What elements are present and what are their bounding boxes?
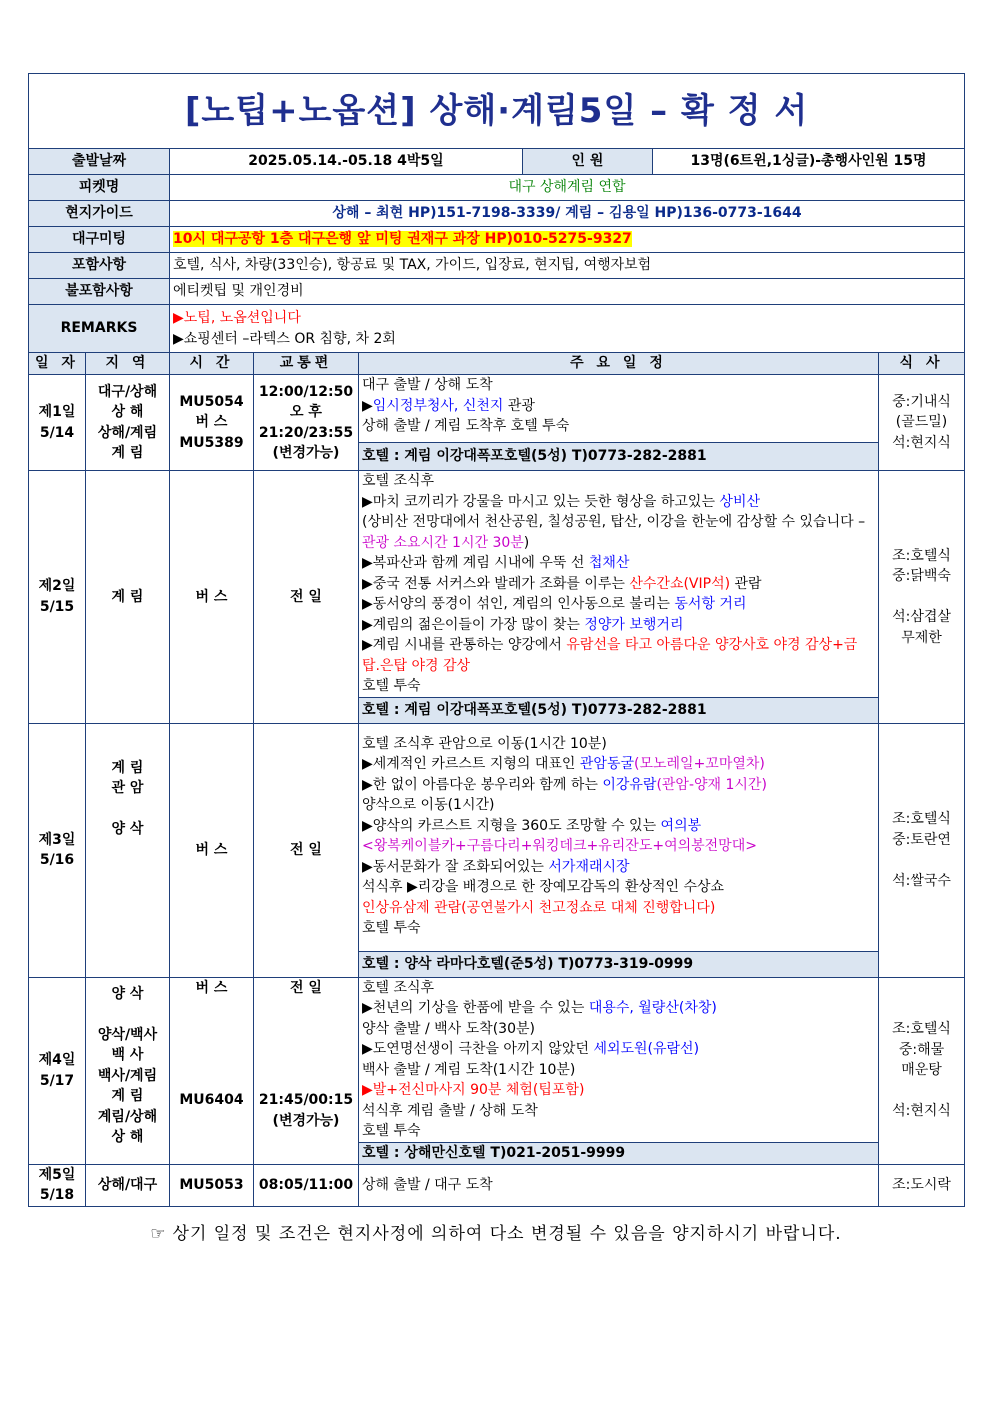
- day2-line-2: ▶마치 코끼리가 강물을 마시고 있는 듯한 형상을 하고있는 상비산: [362, 493, 760, 510]
- include-label: 포함사항: [29, 253, 170, 279]
- guide-label: 현지가이드: [29, 201, 170, 227]
- day5-date: 제5일 5/18: [29, 1164, 86, 1206]
- footer-note: [28, 1219, 964, 1244]
- day2-region: 계 림: [86, 471, 170, 724]
- page-title: [노팁+노옵션] 상해·계림5일 – 확 정 서: [29, 74, 965, 149]
- day3-line-7: ▶동서문화가 잘 조화되어있는 서가재래시장: [362, 858, 630, 875]
- day4-date: 제4일 5/17: [29, 977, 86, 1164]
- day3-line-2: ▶세계적인 카르스트 지형의 대표인 관암동굴(모노레일+꼬마열차): [362, 756, 765, 772]
- day4-meal: 조:호텔식 중:해물 매운탕 석:현지식: [879, 977, 965, 1164]
- day4-line-4: ▶도연명선생이 극찬을 아끼지 않았던 세외도원(유람선): [362, 1041, 700, 1057]
- day3-meal: 조:호텔식 중:토란연 석:쌀국수: [879, 723, 965, 977]
- day3-line-6: <왕복케이블카+구름다리+워킹데크+유리잔도+여의봉전망대>: [362, 838, 757, 854]
- day2-line-8: ▶계림 시내를 관통하는 양강에서 유람선을 타고 아름다운 양강사호 야경 감상+금탑.은탑 야경 감상: [362, 637, 858, 674]
- day3-transport: 전 일: [254, 723, 359, 977]
- day3-schedule: [359, 723, 879, 951]
- day4-line-5: 백사 출발 / 계림 도착(1시간 10분): [362, 1061, 576, 1078]
- picket-label: 피켓명: [29, 175, 170, 201]
- day4-line-1: 호텔 조식후: [362, 979, 435, 996]
- day3-line-1: 호텔 조식후 관암으로 이동(1시간 10분): [362, 735, 607, 752]
- day2-line-6: ▶동서양의 풍경이 섞인, 계림의 인사동으로 불리는 동서항 거리: [362, 596, 747, 612]
- day5-schedule: 상해 출발 / 대구 도착: [359, 1164, 879, 1206]
- col-day: 일 자: [29, 353, 86, 375]
- day3-line-10: 호텔 투숙: [362, 920, 421, 936]
- day2-hotel: 호텔 : 계림 이강대폭포호텔(5성) T)0773-282-2881: [359, 697, 879, 723]
- day4-line-7: 석식후 계림 출발 / 상해 도착: [362, 1102, 538, 1119]
- day1-line-2: ▶임시정부청사, 신천지 관광: [362, 397, 535, 414]
- day1-date: 제1일 5/14: [29, 375, 86, 471]
- day3-line-9: 인상유삼제 관람(공연불가시 천고정쇼로 대체 진행합니다): [362, 899, 716, 916]
- day2-date: 제2일 5/15: [29, 471, 86, 724]
- day4-schedule: [359, 977, 879, 1142]
- day3-line-3: ▶한 없이 아름다운 봉우리와 함께 하는 이강유람(관암-양재 1시간): [362, 776, 767, 793]
- col-time: 시 간: [170, 353, 254, 375]
- day3-hotel: 호텔 : 양삭 라마다호텔(준5성) T)0773-319-0999: [359, 951, 879, 977]
- day5-transport: 08:05/11:00: [254, 1164, 359, 1206]
- day2-schedule: [359, 471, 879, 698]
- meeting-value: 10시 대구공항 1층 대구은행 앞 미팅 권재구 과장 HP)010-5275-9327: [173, 231, 632, 248]
- remarks-label: REMARKS: [29, 305, 170, 353]
- day4-transport-bottom: 21:45/00:15 (변경가능): [258, 1092, 354, 1129]
- col-meal: 식 사: [879, 353, 965, 375]
- people-label: 인 원: [523, 149, 653, 175]
- guide-value: 상해 – 최현 HP)151-7198-3339/ 계림 – 김용일 HP)136-0773-1644: [170, 201, 965, 227]
- day3-line-5: ▶양삭의 카르스트 지형을 360도 조망할 수 있는 여의봉: [362, 817, 702, 834]
- col-schedule: 주 요 일 정: [359, 353, 879, 375]
- itinerary-table: [28, 73, 965, 1207]
- day2-line-9: 호텔 투숙: [362, 678, 421, 694]
- day4-region: 양 삭 양삭/백사 백 사 백사/계림 계 림 계림/상해 상 해: [86, 977, 170, 1164]
- itinerary-document: [28, 73, 964, 1207]
- picket-value: 대구 상해계림 연합: [170, 175, 965, 201]
- day2-line-4: ▶복파산과 함께 계림 시내에 우뚝 선 첩채산: [362, 555, 630, 571]
- day4-time-top: 버 스: [195, 979, 228, 996]
- day1-time: MU5054 버 스 MU5389: [170, 375, 254, 471]
- day1-region: 대구/상해 상 해 상해/계림 계 림: [86, 375, 170, 471]
- day1-line-3: 상해 출발 / 계림 도착후 호텔 투숙: [362, 418, 570, 434]
- day2-line-1: 호텔 조식후: [362, 473, 435, 489]
- day2-line-7: ▶계림의 젊은이들이 가장 많이 찾는 정양가 보행거리: [362, 616, 684, 633]
- exclude-label: 불포함사항: [29, 279, 170, 305]
- remarks-line-1: ▶노팁, 노옵션입니다: [173, 310, 301, 326]
- day4-line-3: 양삭 출발 / 백사 도착(30분): [362, 1020, 535, 1037]
- col-transport: 교통편: [254, 353, 359, 375]
- day5-time: MU5053: [170, 1164, 254, 1206]
- depart-label: 출발날짜: [29, 149, 170, 175]
- day4-line-6: ▶발+전신마사지 90분 체험(팁포함): [362, 1082, 585, 1098]
- remarks-cell: [170, 305, 965, 353]
- col-region: 지 역: [86, 353, 170, 375]
- people-value: 13명(6트윈,1싱글)-총행사인원 15명: [653, 149, 965, 175]
- day1-schedule: [359, 375, 879, 443]
- day5-meal: 조:도시락: [879, 1164, 965, 1206]
- day4-time: [170, 977, 254, 1164]
- footer-text: 상기 일정 및 조건은 현지사정에 의하여 다소 변경될 수 있음을 양지하시기 바랍니다.: [172, 1224, 842, 1244]
- day3-line-8: 석식후 ▶리강을 배경으로 한 장예모감독의 환상적인 수상쇼: [362, 879, 725, 895]
- remarks-line-2: ▶쇼핑센터 –라텍스 OR 침향, 차 2회: [173, 330, 396, 347]
- meeting-label: 대구미팅: [29, 227, 170, 253]
- day3-region: 계 림 관 암 양 삭: [86, 723, 170, 977]
- depart-value: 2025.05.14.-05.18 4박5일: [170, 149, 523, 175]
- day3-line-4: 양삭으로 이동(1시간): [362, 797, 495, 813]
- day2-meal: 조:호텔식 중:닭백숙 석:삼겹살 무제한: [879, 471, 965, 724]
- day4-line-2: ▶천년의 기상을 한품에 받을 수 있는 대용수, 월량산(차창): [362, 1000, 717, 1016]
- day2-transport: 전 일: [254, 471, 359, 724]
- day2-line-3: (상비산 전망대에서 천산공원, 칠성공원, 탑산, 이강을 한눈에 감상할 수 있습니다 – 관광 소요시간 1시간 30분): [362, 514, 866, 551]
- include-value: 호텔, 식사, 차량(33인승), 항공료 및 TAX, 가이드, 입장료, 현지팁, 여행자보험: [170, 253, 965, 279]
- meeting-cell: [170, 227, 965, 253]
- day2-line-5: ▶중국 전통 서커스와 발레가 조화를 이루는 산수간쇼(VIP석) 관람: [362, 575, 762, 592]
- day5-region: 상해/대구: [86, 1164, 170, 1206]
- day1-meal: 중:기내식 (골드밀) 석:현지식: [879, 375, 965, 471]
- day4-hotel: 호텔 : 상해만신호텔 T)021-2051-9999: [359, 1142, 879, 1164]
- day3-date: 제3일 5/16: [29, 723, 86, 977]
- day1-line-1: 대구 출발 / 상해 도착: [362, 377, 493, 393]
- day4-transport-top: 전 일: [290, 979, 322, 996]
- day4-time-bottom: MU6404: [179, 1092, 244, 1108]
- day1-transport: 12:00/12:50 오 후 21:20/23:55 (변경가능): [254, 375, 359, 471]
- day2-time: 버 스: [170, 471, 254, 724]
- day3-time: 버 스: [170, 723, 254, 977]
- day4-line-8: 호텔 투숙: [362, 1123, 421, 1139]
- day1-hotel: 호텔 : 계림 이강대폭포호텔(5성) T)0773-282-2881: [359, 443, 879, 471]
- exclude-value: 에티켓팁 및 개인경비: [170, 279, 965, 305]
- day4-transport: [254, 977, 359, 1164]
- pointing-hand-icon: ☞: [150, 1224, 167, 1244]
